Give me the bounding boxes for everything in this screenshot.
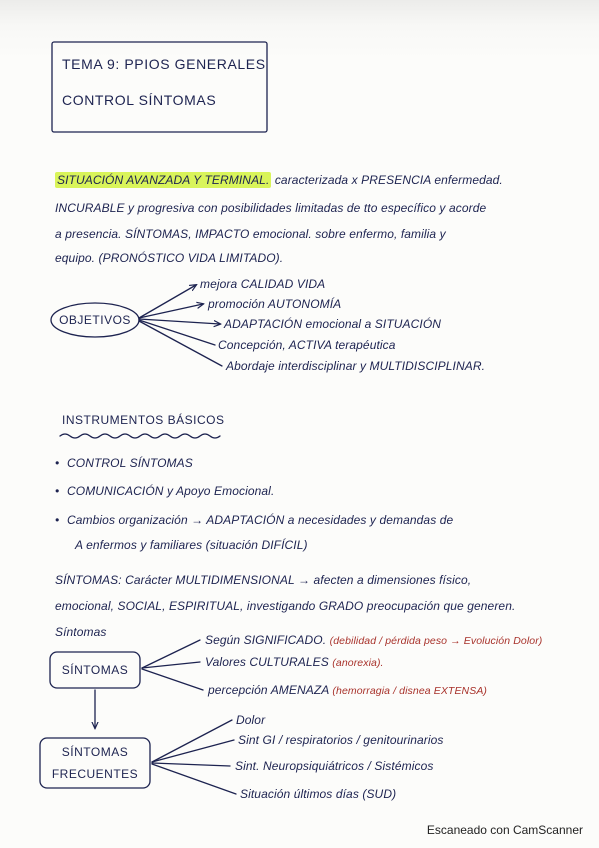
camscanner-footer: Escaneado con CamScanner <box>426 823 583 837</box>
frecuentes-item-4: Situación últimos días (SUD) <box>240 787 397 801</box>
heading-wavy-underline <box>60 434 220 438</box>
instrumento-bullet-3-continuation: A enfermos y familiares (situación DIFÍCIL) <box>75 538 308 552</box>
frecuentes-branch-2 <box>152 740 234 762</box>
objetivo-item-1: mejora CALIDAD VIDA <box>200 277 326 291</box>
objetivo-item-2: promoción AUTONOMÍA <box>208 297 342 311</box>
sintomas-branch-1 <box>142 640 200 668</box>
frecuentes-box-label-line-1: SÍNTOMAS <box>61 745 129 759</box>
objetivo-item-4: Concepción, ACTIVA terapéutica <box>218 338 396 352</box>
frecuentes-branch-4 <box>152 764 236 794</box>
intro-line-2: INCURABLE y progresiva con posibilidades limitadas de tto específico y acorde <box>55 201 487 215</box>
frecuentes-box-label-line-2: FRECUENTES <box>51 767 139 781</box>
objetivos-branch-3 <box>139 319 220 324</box>
objetivos-branch-1 <box>139 285 196 318</box>
instrumento-bullet-1: • CONTROL SÍNTOMAS <box>55 455 193 471</box>
objetivos-label: OBJETIVOS <box>59 313 131 327</box>
intro-line-3: a presencia. SÍNTOMAS, IMPACTO emocional. sobre enfermo, familia y <box>55 227 446 241</box>
frecuentes-branch-3 <box>152 763 230 766</box>
sintomas-item-3-text: percepción AMENAZA <box>208 683 329 697</box>
instrumentos-heading: INSTRUMENTOS BÁSICOS <box>62 413 225 427</box>
sintomas-item-2 <box>205 654 384 671</box>
intro-line-1 <box>55 172 503 188</box>
sintomas-item-1-note: (debilidad / pérdida peso → Evolución Dolor) <box>329 635 543 647</box>
sintomas-branch-2 <box>142 662 200 668</box>
sintomas-def-line-3: Síntomas <box>55 625 107 639</box>
frecuentes-branch-1 <box>152 720 232 762</box>
sintomas-item-1 <box>205 632 542 649</box>
sintomas-item-1-text: Según SIGNIFICADO. <box>205 633 327 647</box>
objetivos-branch-4 <box>139 320 215 345</box>
sintomas-item-2-text: Valores CULTURALES <box>205 655 329 669</box>
sintomas-branch-3 <box>142 669 203 690</box>
sintomas-def-line-2: emocional, SOCIAL, ESPIRITUAL, investigando GRADO preocupación que generen. <box>55 599 516 613</box>
intro-line-1-rest: caracterizada x PRESENCIA enfermedad. <box>274 173 503 187</box>
objetivos-branch-2 <box>139 304 203 318</box>
objetivos-branch-5 <box>139 321 222 366</box>
title-line-1: TEMA 9: PPIOS GENERALES <box>62 56 266 72</box>
title-line-2: CONTROL SÍNTOMAS <box>62 92 217 108</box>
frecuentes-item-2: Sint GI / respiratorios / genitourinarios <box>238 733 444 747</box>
instrumento-bullet-2: • COMUNICACIÓN y Apoyo Emocional. <box>55 483 274 499</box>
sintomas-box-label: SÍNTOMAS <box>61 663 129 677</box>
highlighted-phrase: SITUACIÓN AVANZADA Y TERMINAL. <box>57 173 270 187</box>
frecuentes-item-3: Sint. Neuropsiquiátricos / Sistémicos <box>235 759 434 773</box>
sintomas-item-3-note: (hemorragia / disnea EXTENSA) <box>332 685 488 697</box>
frecuentes-item-1: Dolor <box>236 713 266 727</box>
instrumento-bullet-3: • Cambios organización → ADAPTACIÓN a necesidades y demandas de <box>55 512 453 528</box>
objetivo-item-3: ADAPTACIÓN emocional a SITUACIÓN <box>224 317 442 331</box>
sintomas-item-2-note: (anorexia). <box>332 657 384 669</box>
sintomas-def-line-1: SÍNTOMAS: Carácter MULTIDIMENSIONAL → afecten a dimensiones físico, <box>55 573 472 587</box>
sintomas-item-3 <box>208 682 487 699</box>
intro-line-4: equipo. (PRONÓSTICO VIDA LIMITADO). <box>55 251 284 265</box>
objetivo-item-5: Abordaje interdisciplinar y MULTIDISCIPLINAR. <box>226 359 486 373</box>
